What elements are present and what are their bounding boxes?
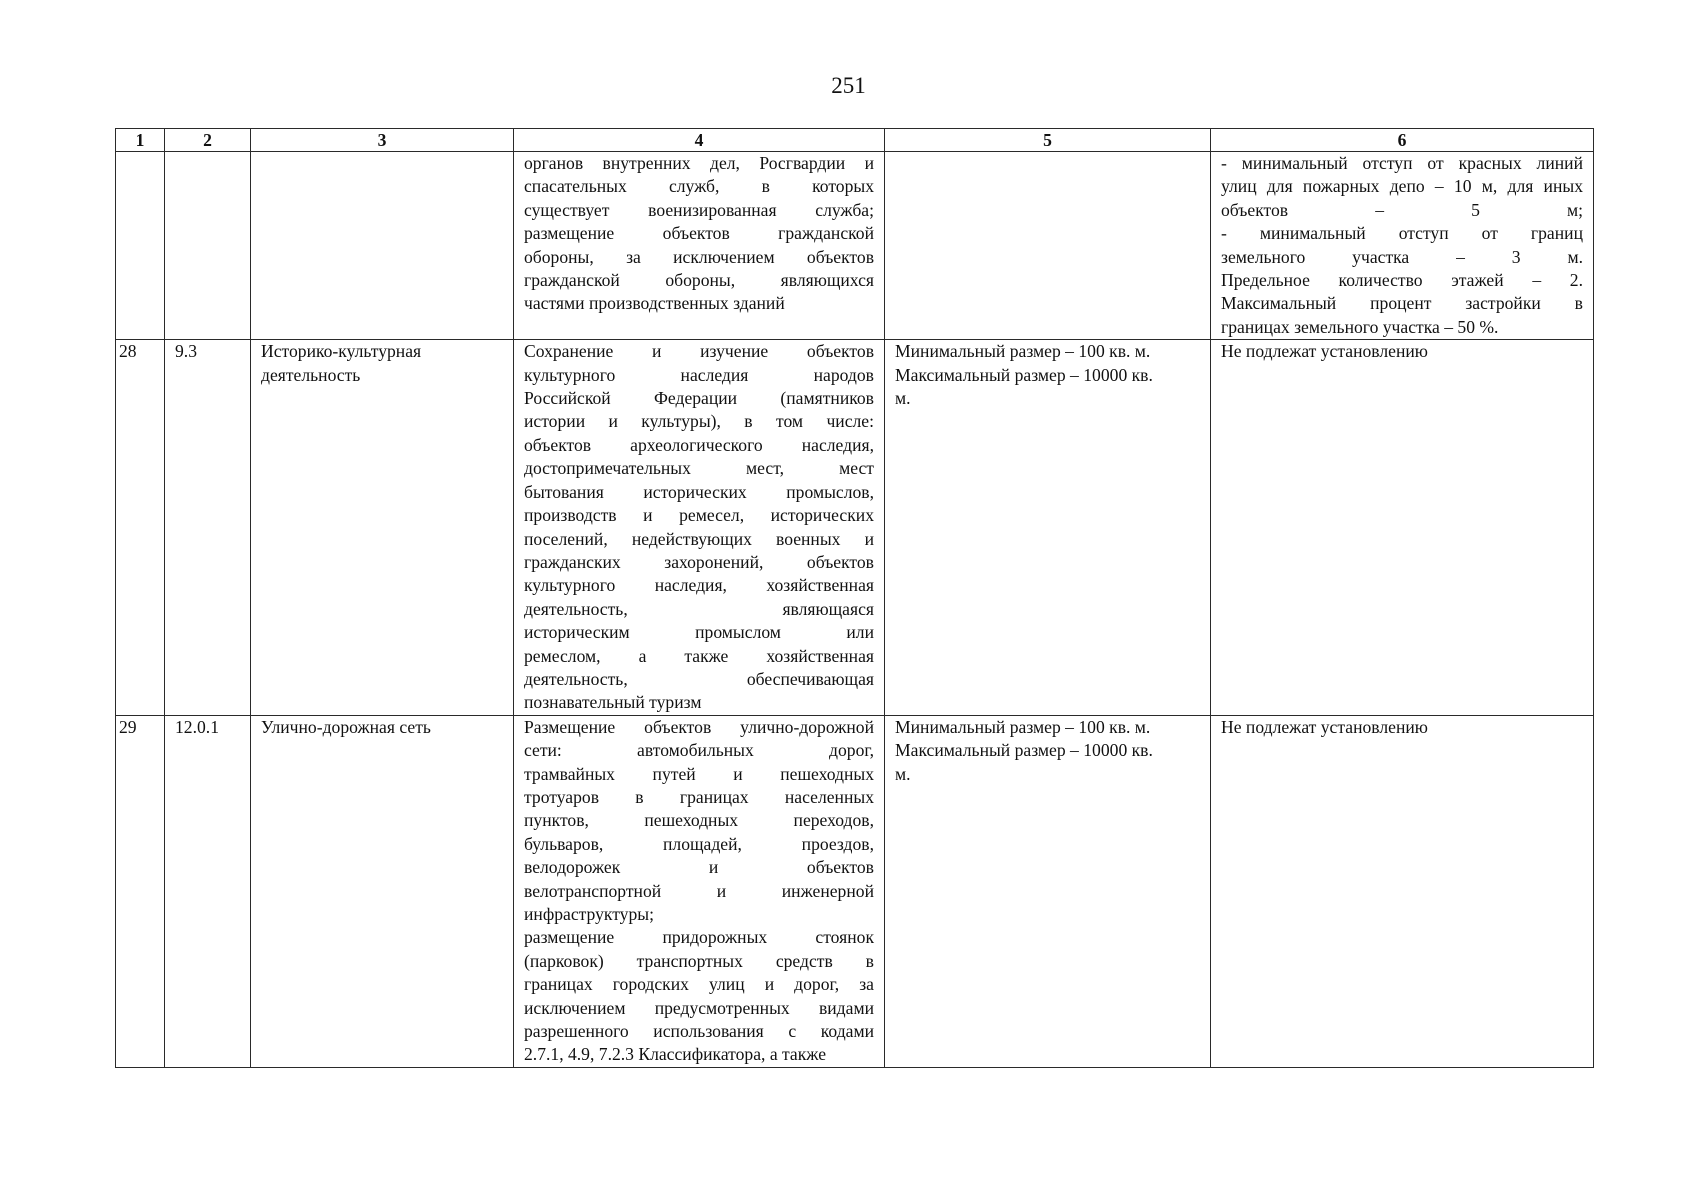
header-col-2: 2 [165,129,251,152]
description-cell-line: Российской Федерации (памятников [524,388,874,409]
plot-size-cell [885,152,1211,340]
description-cell-line: бытования исторических промыслов, [524,481,874,502]
header-col-4: 4 [514,129,885,152]
plot-size-cell [885,715,1211,1067]
description-cell-line: гражданской обороны, являющихся [524,270,874,291]
description-cell-line: поселений, недействующих военных и [524,528,874,549]
description-cell [514,340,885,716]
page-number: 251 [831,73,866,98]
limits-cell [1211,152,1594,340]
description-cell-line: границах городских улиц и дорог, за [524,974,874,995]
description-cell-line: велотранспортной и инженерной [524,880,874,901]
description-cell-line: пунктов, пешеходных переходов, [524,810,874,831]
plot-size-cell-line: м. [895,388,911,409]
description-cell-line: познавательный туризм [524,692,702,713]
description-cell-line: тротуаров в границах населенных [524,786,874,807]
description-cell-line: существует военизированная служба; [524,199,874,220]
description-cell-line: культурного наследия народов [524,364,874,385]
plot-size-cell-line: м. [895,763,911,784]
header-col-3: 3 [251,129,514,152]
description-cell-line: инфраструктуры; [524,904,654,924]
use-name-cell [251,152,514,340]
use-name-cell: Улично-дорожная сеть [251,715,514,1067]
zoning-regulations-table [115,128,1594,1068]
table-row [116,340,1594,716]
limits-cell-line: границах земельного участка – 50 %. [1221,316,1499,337]
description-cell-line: достопримечательных мест, мест [524,458,874,479]
table-row [116,152,1594,340]
description-cell-line: велодорожек и объектов [524,857,874,878]
description-cell-line: трамвайных путей и пешеходных [524,763,874,784]
header-row [116,129,1594,152]
row-number-cell [116,152,165,340]
plot-size-cell-line: Минимальный размер – 100 кв. м. [895,341,1151,362]
limits-cell-line: - минимальный отступ от красных линий [1221,153,1583,173]
limits-cell-line: Максимальный процент застройки в [1221,293,1583,314]
code-cell: 9.3 [165,340,251,716]
description-cell-line: 2.7.1, 4.9, 7.2.3 Классификатора, а также [524,1044,827,1065]
description-cell [514,152,885,340]
limits-cell-line: Не подлежат установлению [1221,341,1428,362]
limits-cell-line: - минимальный отступ от границ [1221,223,1583,244]
description-cell-line: бульваров, площадей, проездов, [524,833,874,854]
description-cell-line: (парковок) транспортных средств в [524,950,874,971]
plot-size-cell-line: Максимальный размер – 10000 кв. [895,364,1153,385]
code-cell [165,152,251,340]
plot-size-cell-line: Максимальный размер – 10000 кв. [895,740,1153,761]
description-cell-line: сети: автомобильных дорог, [524,740,874,761]
header-col-1: 1 [116,129,165,152]
description-cell-line: частями производственных зданий [524,293,785,314]
description-cell-line: истории и культуры), в том числе: [524,411,874,432]
plot-size-cell-line: Минимальный размер – 100 кв. м. [895,716,1151,737]
header-col-5: 5 [885,129,1211,152]
limits-cell-line: улиц для пожарных депо – 10 м, для иных [1221,176,1583,197]
description-cell-line: размещение придорожных стоянок [524,927,874,948]
plot-size-cell [885,340,1211,716]
table-row [116,715,1594,1067]
description-cell [514,715,885,1067]
description-cell-line: историческим промыслом или [524,622,874,643]
limits-cell-line: Не подлежат установлению [1221,716,1428,737]
row-number-cell: 28 [116,340,165,716]
description-cell-line: деятельность, являющаяся [524,598,874,619]
row-number-cell: 29 [116,715,165,1067]
description-cell-line: деятельность, обеспечивающая [524,668,874,689]
description-cell-line: размещение объектов гражданской [524,223,874,244]
limits-cell-line: объектов – 5 м; [1221,199,1583,220]
limits-cell-line: Предельное количество этажей – 2. [1221,270,1583,291]
code-cell: 12.0.1 [165,715,251,1067]
limits-cell-line: земельного участка – 3 м. [1221,246,1583,267]
description-cell-line: разрешенного использования с кодами [524,1021,874,1042]
description-cell-line: ремеслом, а также хозяйственная [524,645,874,666]
description-cell-line: Сохранение и изучение объектов [524,341,874,362]
description-cell-line: исключением предусмотренных видами [524,997,874,1018]
description-cell-line: объектов археологического наследия, [524,434,874,455]
description-cell-line: производств и ремесел, исторических [524,505,874,526]
description-cell-line: Размещение объектов улично-дорожной [524,716,874,737]
description-cell-line: обороны, за исключением объектов [524,246,874,267]
description-cell-line: органов внутренних дел, Росгвардии и [524,153,874,173]
limits-cell [1211,340,1594,716]
description-cell-line: спасательных служб, в которых [524,176,874,197]
use-name-cell: Историко-культурная деятельность [251,340,514,716]
limits-cell [1211,715,1594,1067]
description-cell-line: культурного наследия, хозяйственная [524,575,874,596]
header-col-6: 6 [1211,129,1594,152]
description-cell-line: гражданских захоронений, объектов [524,551,874,572]
